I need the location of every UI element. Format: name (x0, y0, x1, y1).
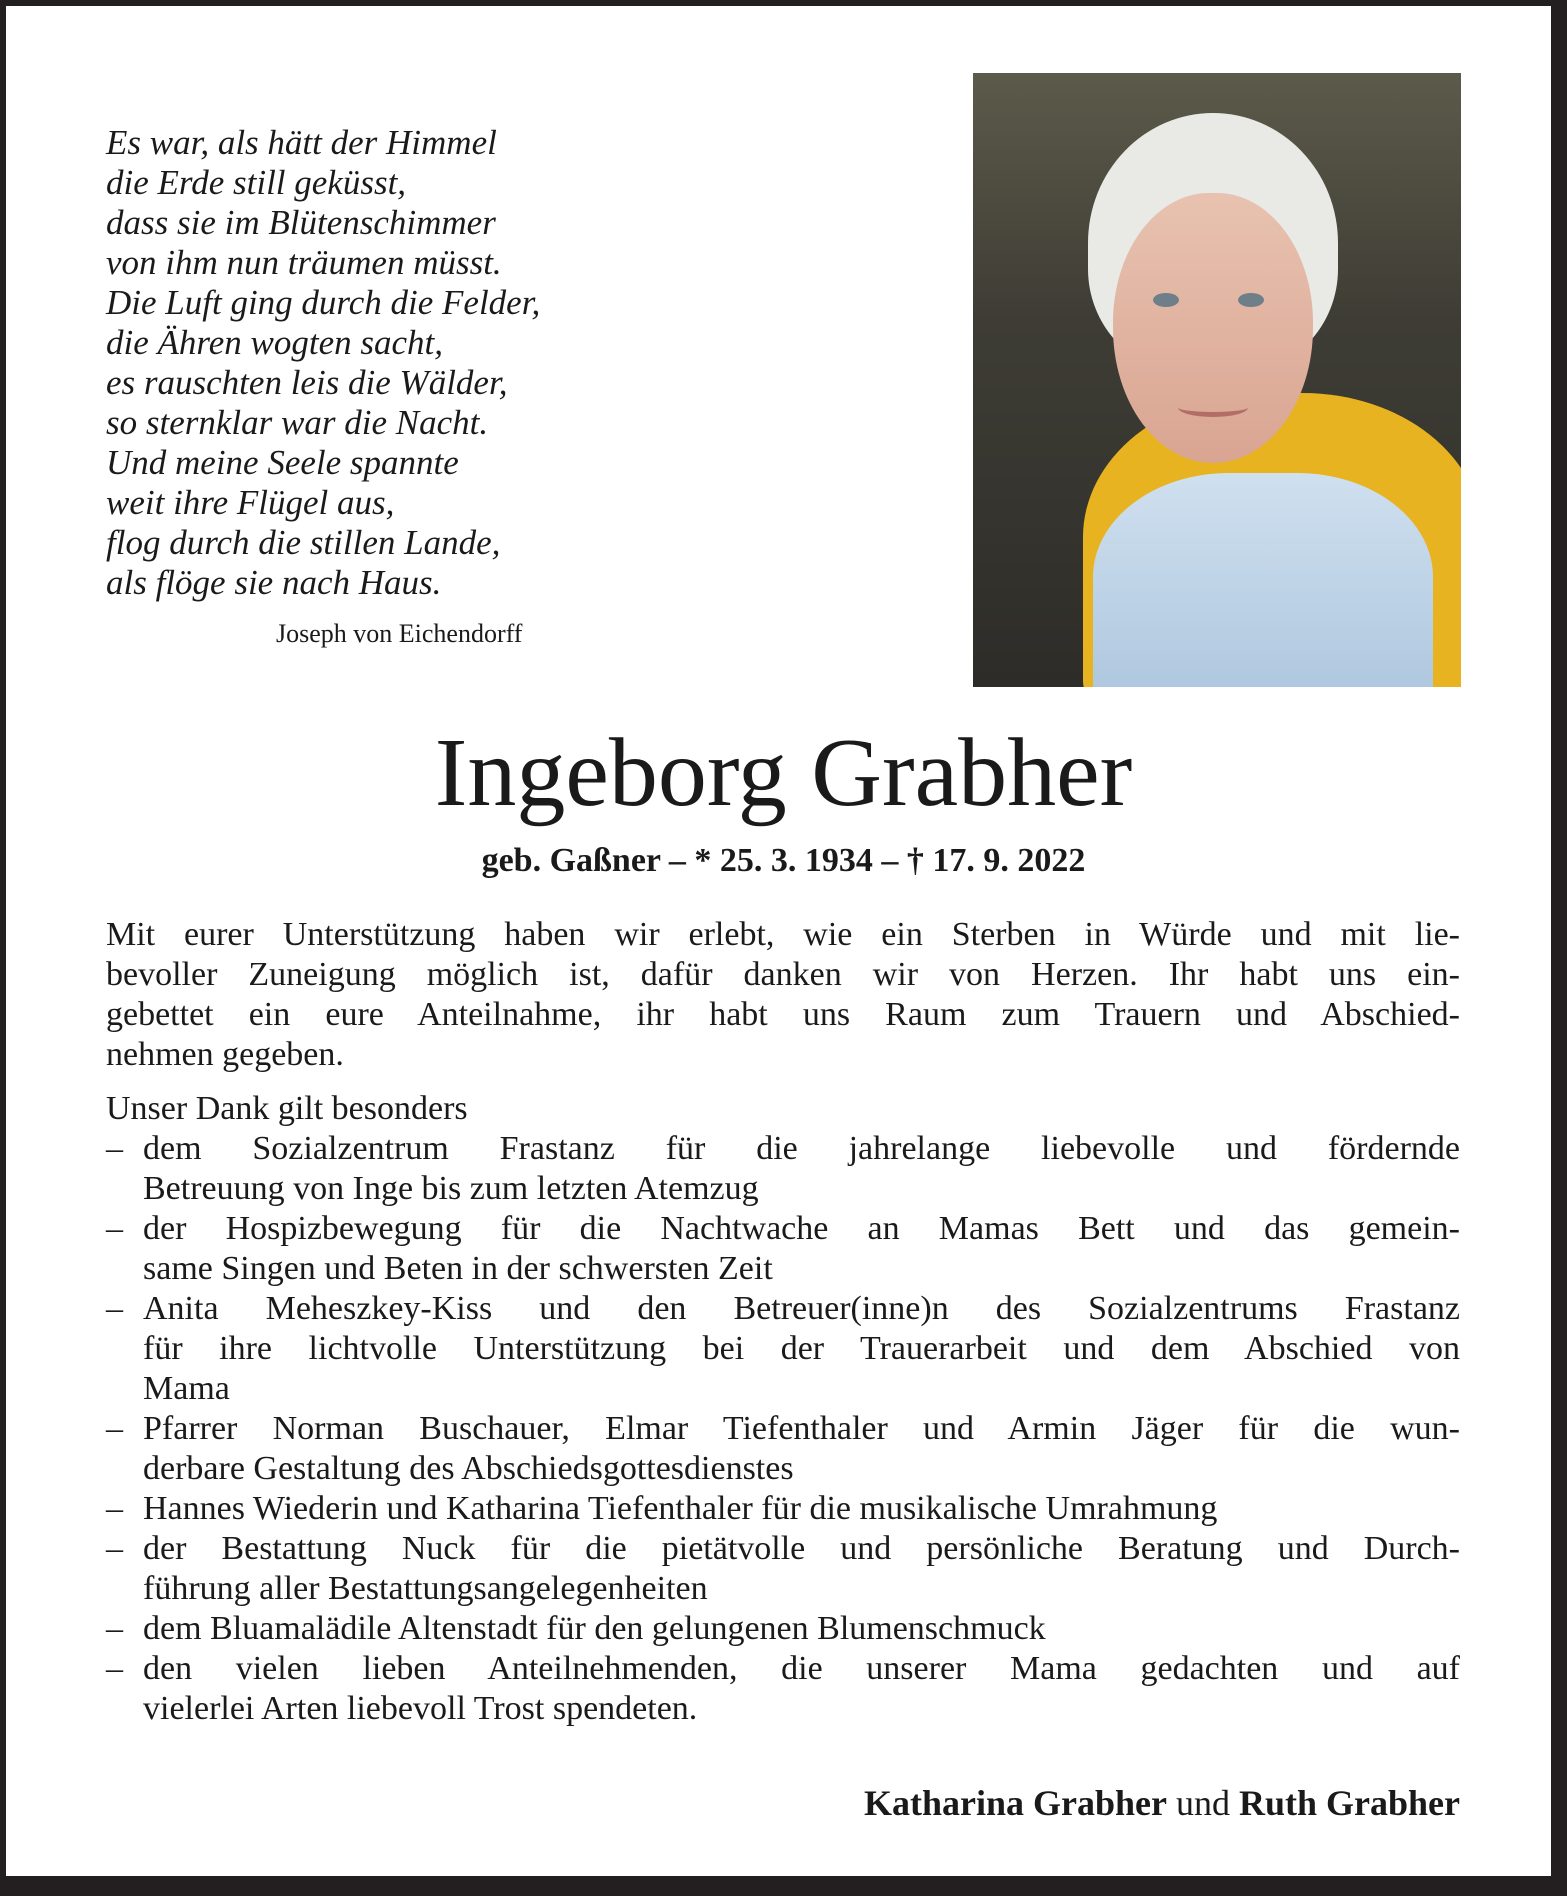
list-item-line: dem Sozialzentrum Frastanz für die jahrelange liebevolle und fördernde (143, 1130, 1460, 1167)
list-item-line: same Singen und Beten in der schwersten Zeit (143, 1250, 773, 1287)
list-item-line: Pfarrer Norman Buschauer, Elmar Tiefenthaler und Armin Jäger für die wun- (143, 1410, 1460, 1447)
birth-death-dates: geb. Gaßner – * 25. 3. 1934 – † 17. 9. 2022 (481, 842, 1086, 879)
list-item-line: vielerlei Arten liebevoll Trost spendeten. (143, 1690, 698, 1727)
signer-2: Ruth Grabher (1238, 1783, 1460, 1823)
photo-eye (1238, 293, 1264, 307)
list-item-line: der Hospizbewegung für die Nachtwache an Mamas Bett und das gemein- (143, 1210, 1460, 1247)
paragraph-line: nehmen gegeben. (106, 1036, 344, 1073)
thanks-list-item (106, 1129, 1460, 1209)
photo-face (1113, 193, 1313, 463)
poem (106, 123, 540, 603)
dash-bullet: – (106, 1210, 123, 1247)
dash-bullet: – (106, 1490, 123, 1527)
portrait-photo (973, 73, 1461, 687)
thanks-list (106, 1129, 1460, 1729)
list-item-line: Hannes Wiederin und Katharina Tiefenthaler für die musikalische Umrahmung (143, 1490, 1218, 1527)
dash-bullet: – (106, 1650, 123, 1687)
thanks-list-item (106, 1649, 1460, 1729)
poem-line: Und meine Seele spannte (106, 443, 459, 482)
photo-eye (1153, 293, 1179, 307)
signature-joiner: und (1175, 1783, 1230, 1823)
poem-line: die Erde still geküsst, (106, 163, 407, 202)
paragraph-line: gebettet ein eure Anteilnahme, ihr habt uns Raum zum Trauern und Abschied- (106, 996, 1460, 1033)
photo-shirt (1093, 473, 1433, 687)
poem-line: Es war, als hätt der Himmel (106, 123, 497, 162)
thanks-text (106, 915, 1460, 1729)
thanks-list-item (106, 1289, 1460, 1409)
thanks-list-item (106, 1609, 1460, 1649)
poem-line: als flöge sie nach Haus. (106, 563, 442, 602)
dash-bullet: – (106, 1410, 123, 1447)
list-item-line: der Bestattung Nuck für die pietätvolle und persönliche Beratung und Durch- (143, 1530, 1460, 1567)
signer-1: Katharina Grabher (863, 1783, 1167, 1823)
dash-bullet: – (106, 1530, 123, 1567)
list-item-line: Anita Meheszkey-Kiss und den Betreuer(inne)n des Sozialzentrums Frastanz (143, 1290, 1460, 1327)
poem-line: Die Luft ging durch die Felder, (106, 283, 541, 322)
list-item-line: derbare Gestaltung des Abschiedsgottesdienstes (143, 1450, 794, 1487)
poem-line: von ihm nun träumen müsst. (106, 243, 502, 282)
list-item-line: dem Bluamalädile Altenstadt für den gelungenen Blumenschmuck (143, 1610, 1046, 1647)
list-item-line: für ihre lichtvolle Unterstützung bei der Trauerarbeit und dem Abschied von (143, 1330, 1460, 1367)
paragraph-line: bevoller Zuneigung möglich ist, dafür danken wir von Herzen. Ihr habt uns ein- (106, 956, 1460, 993)
thanks-list-item (106, 1529, 1460, 1609)
poem-line: es rauschten leis die Wälder, (106, 363, 508, 402)
dash-bullet: – (106, 1290, 123, 1327)
poem-line: dass sie im Blütenschimmer (106, 203, 496, 242)
signature (864, 1782, 1460, 1824)
thanks-list-item (106, 1489, 1460, 1529)
poem-line: so sternklar war die Nacht. (106, 403, 489, 442)
thanks-list-item (106, 1409, 1460, 1489)
list-item-line: Mama (143, 1370, 230, 1407)
list-item-line: führung aller Bestattungsangelegenheiten (143, 1570, 708, 1607)
list-item-line: den vielen lieben Anteilnehmenden, die unserer Mama gedachten und auf (143, 1650, 1460, 1687)
thanks-paragraph (106, 915, 1460, 1075)
poem-author: Joseph von Eichendorff (276, 619, 523, 648)
poem-line: flog durch die stillen Lande, (106, 523, 501, 562)
dash-bullet: – (106, 1610, 123, 1647)
dash-bullet: – (106, 1130, 123, 1167)
list-item-line: Betreuung von Inge bis zum letzten Atemzug (143, 1170, 759, 1207)
thanks-list-item (106, 1209, 1460, 1289)
poem-line: die Ähren wogten sacht, (106, 323, 443, 362)
poem-line: weit ihre Flügel aus, (106, 483, 395, 522)
paragraph-line: Mit eurer Unterstützung haben wir erlebt, wie ein Sterben in Würde und mit lie- (106, 916, 1460, 953)
thanks-intro: Unser Dank gilt besonders (106, 1090, 468, 1127)
deceased-name: Ingeborg Grabher (434, 719, 1133, 827)
photo-mouth (1178, 398, 1248, 417)
